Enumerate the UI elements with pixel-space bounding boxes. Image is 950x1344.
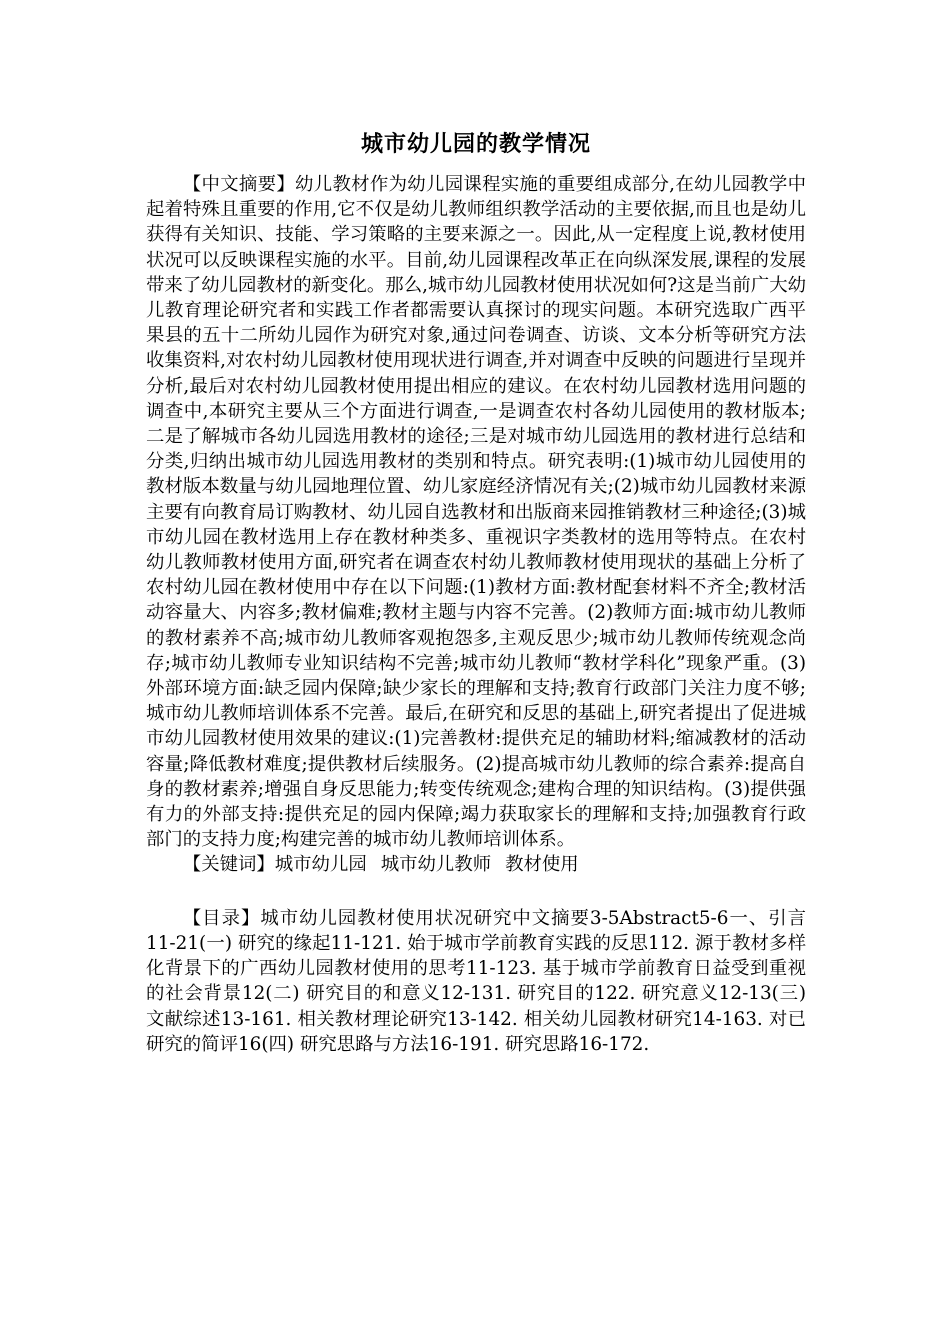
toc-paragraph (146, 906, 806, 1057)
toc-label: 【目录】 (182, 907, 261, 929)
keyword: 教材使用 (505, 854, 579, 876)
document-title: 城市幼儿园的教学情况 (360, 132, 591, 157)
keywords-label: 【关键词】 (182, 854, 275, 876)
keywords-line (146, 852, 806, 877)
section-gap (146, 878, 806, 906)
abstract-paragraph (146, 172, 806, 852)
keyword: 城市幼儿教师 (380, 854, 492, 876)
keyword: 城市幼儿园 (274, 854, 367, 876)
toc-text: 城市幼儿园教材使用状况研究中文摘要3-5Abstract5-6一、引言11-21(一) 研究的缘起11-121. 始于城市学前教育实践的反思112. 源于教材多样化背景下的广西幼儿园教材使用的思考11-123. 基于城市学前教育日益受到重视的社会背景12(二) 研究目的和意义12-131. 研究目的122. 研究意义12-13(三) 文献综述13-161. 相关教材理论研究13-142. 相关幼儿园教材研究14-163. 对已研究的简评16(四) 研究思路与方法16-191. 研究思路16-172. (146, 907, 806, 1055)
abstract-label: 【中文摘要】 (182, 174, 296, 195)
abstract-text: 幼儿教材作为幼儿园课程实施的重要组成部分,在幼儿园教学中起着特殊且重要的作用,它不仅是幼儿教师组织教学活动的主要依据,而且也是幼儿获得有关知识、技能、学习策略的主要来源之一。因此,从一定程度上说,教材使用状况可以反映课程实施的水平。目前,幼儿园课程改革正在向纵深发展,课程的发展带来了幼儿园教材的新变化。那么,城市幼儿园教材使用状况如何?这是当前广大幼儿教育理论研究者和实践工作者都需要认真探讨的现实问题。本研究选取广西平果县的五十二所幼儿园作为研究对象,通过问卷调查、访谈、文本分析等研究方法收集资料,对农村幼儿园教材使用现状进行调查,并对调查中反映的问题进行呈现并分析,最后对农村幼儿园教材使用提出相应的建议。在农村幼儿园教材选用问题的调查中,本研究主要从三个方面进行调查,一是调查农村各幼儿园使用的教材版本;二是了解城市各幼儿园选用教材的途径;三是对城市幼儿园选用的教材进行总结和分类,归纳出城市幼儿园选用教材的类别和特点。研究表明:(1)城市幼儿园使用的教材版本数量与幼儿园地理位置、幼儿家庭经济情况有关;(2)城市幼儿园教材来源主要有向教育局订购教材、幼儿园自选教材和出版商来园推销教材三种途径;(3)城市幼儿园在教材选用上存在教材种类多、重视识字类教材的选用等特点。在农村幼儿教师教材使用方面,研究者在调查农村幼儿教师教材使用现状的基础上分析了农村幼儿园在教材使用中存在以下问题:(1)教材方面:教材配套材料不齐全;教材活动容量大、内容多;教材偏难;教材主题与内容不完善。(2)教师方面:城市幼儿教师的教材素养不高;城市幼儿教师客观抱怨多,主观反思少;城市幼儿教师传统观念尚存;城市幼儿教师专业知识结构不完善;城市幼儿教师“教材学科化”现象严重。(3)外部环境方面:缺乏园内保障;缺少家长的理解和支持;教育行政部门关注力度不够;城市幼儿教师培训体系不完善。最后,在研究和反思的基础上,研究者提出了促进城市幼儿园教材使用效果的建议:(1)完善教材:提供充足的辅助材料;缩减教材的活动容量;降低教材难度;提供教材后续服务。(2)提高城市幼儿教师的综合素养:提高自身的教材素养;增强自身反思能力;转变传统观念;建构合理的知识结构。(3)提供强有力的外部支持:提供充足的园内保障;竭力获取家长的理解和支持;加强教育行政部门的支持力度;构建完善的城市幼儿教师培训体系。 (146, 174, 806, 851)
document-page (146, 128, 806, 1057)
